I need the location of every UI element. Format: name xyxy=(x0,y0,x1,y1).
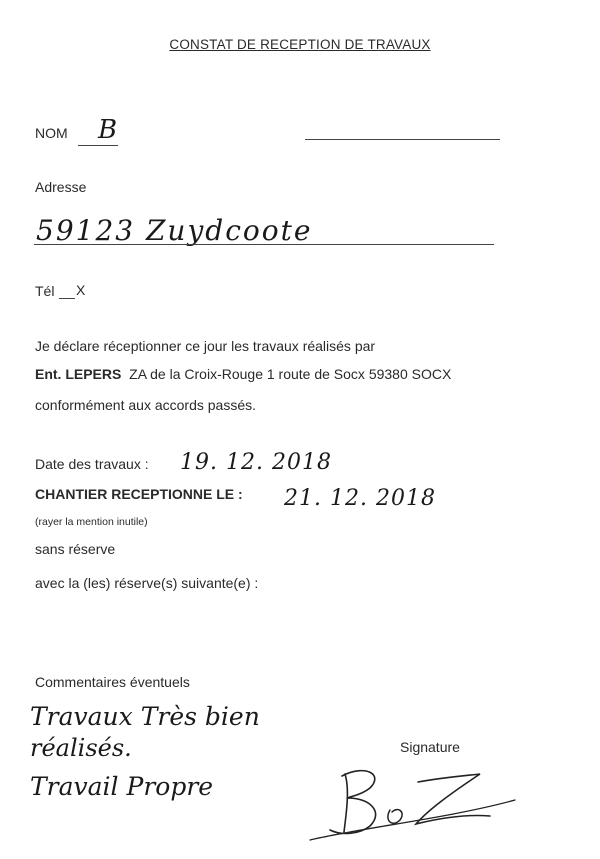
date-travaux-value: 19. 12. 2018 xyxy=(180,450,332,475)
chantier-value: 21. 12. 2018 xyxy=(284,486,436,511)
adresse-value: 59123 Zuydcoote xyxy=(36,214,313,247)
adresse-underline xyxy=(34,244,494,245)
tel-value: X xyxy=(76,282,86,298)
nom-label: NOM xyxy=(35,125,68,141)
nom-underline xyxy=(78,145,118,146)
date-travaux-label: Date des travaux : xyxy=(35,456,149,472)
tel-label: Tél xyxy=(35,283,55,299)
tel-underline xyxy=(59,298,75,299)
page-title: CONSTAT DE RECEPTION DE TRAVAUX xyxy=(169,37,431,52)
chantier-label: CHANTIER RECEPTIONNE LE : xyxy=(35,486,243,502)
nom-line-right xyxy=(305,139,500,140)
option-sans-reserve: sans réserve xyxy=(35,541,116,557)
adresse-label: Adresse xyxy=(35,179,87,195)
signature-label: Signature xyxy=(400,739,460,755)
option-avec-reserve: avec la (les) réserve(s) suivante(e) : xyxy=(35,575,259,591)
declaration-line: Je déclare réceptionner ce jour les travaux réalisés par xyxy=(35,338,376,354)
company-name: Ent. LEPERS xyxy=(35,366,122,382)
company-line xyxy=(35,366,451,382)
handwritten-signature xyxy=(300,760,520,850)
conformity-line: conformément aux accords passés. xyxy=(35,397,256,413)
commentaire-line-2: réalisés. xyxy=(30,734,132,762)
commentaire-line-3: Travail Propre xyxy=(30,772,214,801)
commentaire-line-1: Travaux Très bien xyxy=(30,702,260,731)
company-address: ZA de la Croix-Rouge 1 route de Socx 59380 SOCX xyxy=(129,366,452,382)
nom-value: B xyxy=(98,115,118,145)
rayer-note: (rayer la mention inutile) xyxy=(35,516,148,528)
commentaires-label: Commentaires éventuels xyxy=(35,674,190,690)
